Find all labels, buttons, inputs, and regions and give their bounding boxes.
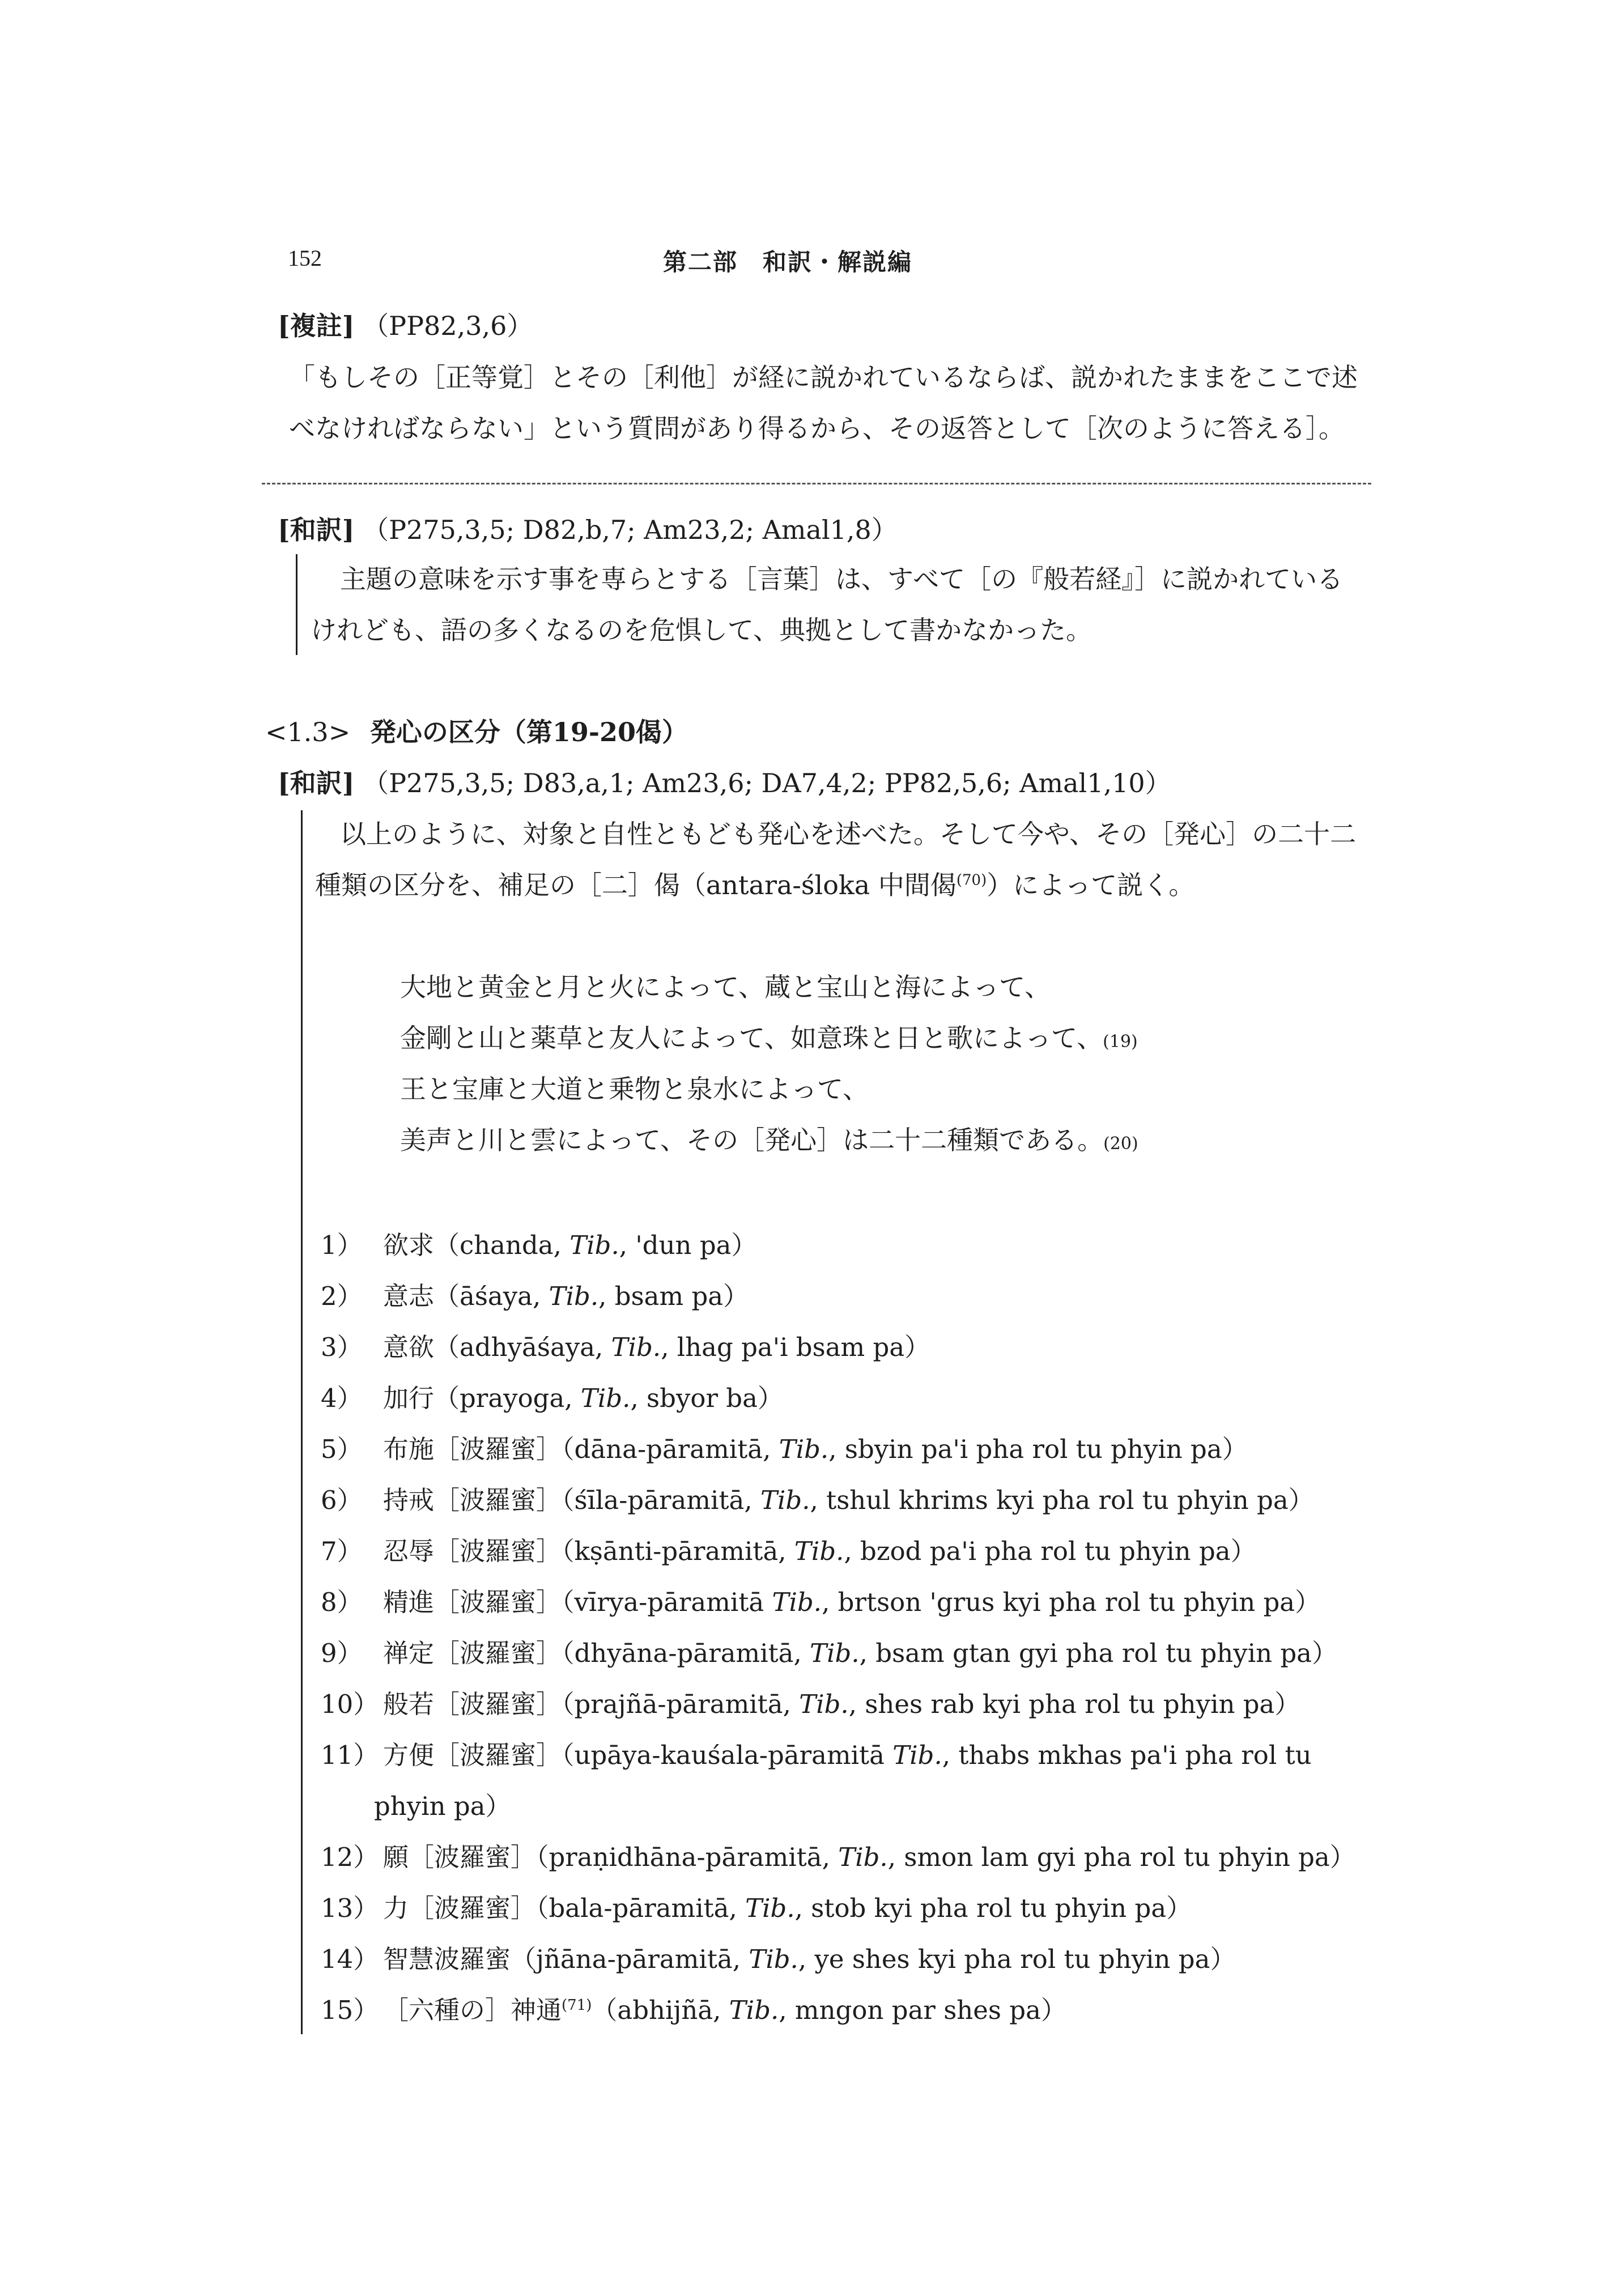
item-tib: Tib. [799, 1689, 849, 1719]
item-tibetan: , bsam gtan gyi pha rol tu phyin pa） [859, 1638, 1338, 1668]
item-number: 7） [321, 1536, 363, 1566]
item-tibetan: , shes rab kyi pha rol tu phyin pa） [848, 1689, 1300, 1719]
list-item-6 [321, 1483, 1314, 1517]
verse-number-19: (19) [1103, 1032, 1138, 1052]
item-text: 意欲（adhyāśaya, [383, 1332, 611, 1362]
item-tib: Tib. [580, 1383, 631, 1413]
wayaku1-heading [278, 513, 898, 547]
fukuchu-ref: （PP82,3,6） [363, 311, 533, 341]
list-item-11 [321, 1738, 1312, 1772]
item-tibetan: , bsam pa） [598, 1281, 749, 1311]
item-number: 9） [321, 1638, 363, 1668]
note-ref-70: (70) [956, 871, 987, 889]
item-tib: Tib. [810, 1638, 860, 1668]
wayaku2-heading [278, 766, 1171, 800]
wayaku2-line-2-end: ）によって説く。 [987, 870, 1195, 900]
wayaku2-line-1: 以上のように、対象と自性ともども発心を述べた。そして今や、その［発心］の二十二 [340, 819, 1357, 849]
verse-number-20: (20) [1103, 1134, 1138, 1154]
list-item-8 [321, 1585, 1320, 1619]
list-item-11-continuation [374, 1789, 511, 1823]
item-number: 1） [321, 1230, 363, 1260]
verse-line-3 [400, 1072, 869, 1106]
item-text: 忍辱［波羅蜜］（kṣānti-pāramitā, [383, 1536, 794, 1566]
item-text: 欲求（chanda, [383, 1230, 570, 1260]
item-text: 禅定［波羅蜜］（dhyāna-pāramitā, [383, 1638, 810, 1668]
item-tibetan: , thabs mkhas pa'i pha rol tu [942, 1740, 1312, 1770]
verse-line-1 [400, 970, 1051, 1004]
list-item-15 [321, 1993, 1066, 2027]
item-tibetan: , brtson 'grus kyi pha rol tu phyin pa） [822, 1587, 1321, 1617]
fukuchu-label: [複註] [278, 311, 355, 341]
item-number: 13） [321, 1893, 379, 1923]
wayaku2-margin-bar [301, 810, 303, 2034]
list-item-7 [321, 1534, 1256, 1568]
running-header: 第二部 和訳・解説編 [663, 248, 913, 276]
item-tib: Tib. [760, 1485, 810, 1515]
verse-line-4 [400, 1123, 1138, 1161]
fukuchu-heading [278, 309, 533, 343]
item-text: 布施［波羅蜜］（dāna-pāramitā, [383, 1434, 779, 1464]
list-item-9 [321, 1636, 1337, 1670]
item-number: 15） [321, 1995, 379, 2025]
list-item-12 [321, 1840, 1355, 1874]
item-number: 2） [321, 1281, 363, 1311]
verse-text: 王と宝庫と大道と乗物と泉水によって、 [400, 1074, 869, 1104]
item-tib: Tib. [749, 1944, 798, 1974]
list-item-13 [321, 1891, 1192, 1925]
wayaku1-label: [和訳] [278, 515, 355, 545]
verse-text: 美声と川と雲によって、その［発心］は二十二種類である。 [400, 1125, 1104, 1155]
verse-line-2 [400, 1021, 1138, 1059]
list-item-3 [321, 1330, 930, 1364]
item-tib: Tib. [745, 1893, 795, 1923]
item-tib: Tib. [794, 1536, 844, 1566]
note-ref-71: (71) [562, 1997, 592, 2014]
item-number: 14） [321, 1944, 379, 1974]
item-number: 11） [321, 1740, 379, 1770]
item-text-cont: （abhijñā, [592, 1995, 729, 2025]
fukuchu-line-2: べなければならない」という質問があり得るから、その返答として［次のように答える］。 [289, 413, 1345, 444]
list-item-5 [321, 1432, 1248, 1466]
item-number: 10） [321, 1689, 379, 1719]
wayaku1-line-2: けれども、語の多くなるのを危惧して、典拠として書かなかった。 [311, 615, 1092, 645]
item-tibetan: , sbyor ba） [630, 1383, 783, 1413]
item-tibetan: , bzod pa'i pha rol tu phyin pa） [844, 1536, 1256, 1566]
verse-text: 大地と黄金と月と火によって、蔵と宝山と海によって、 [400, 972, 1051, 1002]
list-item-10 [321, 1687, 1300, 1721]
section-title: 発心の区分（第19-20偈） [369, 717, 688, 747]
item-text: 智慧波羅蜜（jñāna-pāramitā, [383, 1944, 749, 1974]
wayaku2-line-2-text: 種類の区分を、補足の［二］偈（antara-śloka 中間偈 [315, 870, 956, 900]
section-number: <1.3> [265, 717, 351, 747]
item-tibetan: , ye shes kyi pha rol tu phyin pa） [798, 1944, 1236, 1974]
item-tibetan: , lhag pa'i bsam pa） [661, 1332, 930, 1362]
item-tib: Tib. [611, 1332, 661, 1362]
item-text: 意志（āśaya, [383, 1281, 549, 1311]
item-text: ［六種の］神通 [383, 1995, 562, 2025]
item-tib: Tib. [569, 1230, 619, 1260]
item-number: 4） [321, 1383, 363, 1413]
item-tib: Tib. [549, 1281, 599, 1311]
wayaku1-line-1: 主題の意味を示す事を専らとする［言葉］は、すべて［の『般若経』］に説かれている [340, 564, 1344, 594]
item-tib: Tib. [779, 1434, 829, 1464]
item-tibetan: , smon lam gyi pha rol tu phyin pa） [887, 1842, 1355, 1872]
item-number: 12） [321, 1842, 379, 1872]
list-item-2 [321, 1279, 749, 1313]
wayaku2-line-2 [315, 868, 1194, 902]
wayaku1-ref: （P275,3,5; D82,b,7; Am23,2; Amal1,8） [363, 515, 898, 545]
page-number: 152 [288, 245, 322, 271]
item-text: 持戒［波羅蜜］（śīla-pāramitā, [383, 1485, 760, 1515]
item-tib: Tib. [892, 1740, 942, 1770]
verse-text: 金剛と山と薬草と友人によって、如意珠と日と歌によって、 [400, 1023, 1103, 1053]
dashed-separator [262, 483, 1371, 484]
item-tibetan: , stob kyi pha rol tu phyin pa） [794, 1893, 1192, 1923]
item-number: 6） [321, 1485, 363, 1515]
item-tibetan: , 'dun pa） [619, 1230, 757, 1260]
item-text: 般若［波羅蜜］（prajñā-pāramitā, [383, 1689, 800, 1719]
item-tib: Tib. [772, 1587, 822, 1617]
list-item-4 [321, 1381, 783, 1415]
wayaku2-label: [和訳] [278, 768, 355, 798]
item-tibetan: , mngon par shes pa） [779, 1995, 1066, 2025]
item-number: 8） [321, 1587, 363, 1617]
fukuchu-line-1: 「もしその［正等覚］とその［利他］が経に説かれているならば、説かれたままをここで述 [289, 362, 1358, 393]
item-text: 願［波羅蜜］（praṇidhāna-pāramitā, [383, 1842, 839, 1872]
section-heading [265, 715, 688, 749]
item-tib: Tib. [729, 1995, 779, 2025]
item-text: phyin pa） [374, 1791, 511, 1821]
item-text: 力［波羅蜜］（bala-pāramitā, [383, 1893, 746, 1923]
item-tibetan: , sbyin pa'i pha rol tu phyin pa） [828, 1434, 1248, 1464]
wayaku2-ref: （P275,3,5; D83,a,1; Am23,6; DA7,4,2; PP82,5,6; Amal1,10） [363, 768, 1171, 798]
item-text: 加行（prayoga, [383, 1383, 581, 1413]
list-item-1 [321, 1228, 756, 1262]
item-tibetan: , tshul khrims kyi pha rol tu phyin pa） [810, 1485, 1314, 1515]
wayaku1-margin-bar [296, 554, 297, 655]
item-number: 3） [321, 1332, 363, 1362]
item-tib: Tib. [838, 1842, 888, 1872]
item-number: 5） [321, 1434, 363, 1464]
item-text: 精進［波羅蜜］（vīrya-pāramitā [383, 1587, 772, 1617]
item-text: 方便［波羅蜜］（upāya-kauśala-pāramitā [383, 1740, 893, 1770]
list-item-14 [321, 1942, 1235, 1976]
